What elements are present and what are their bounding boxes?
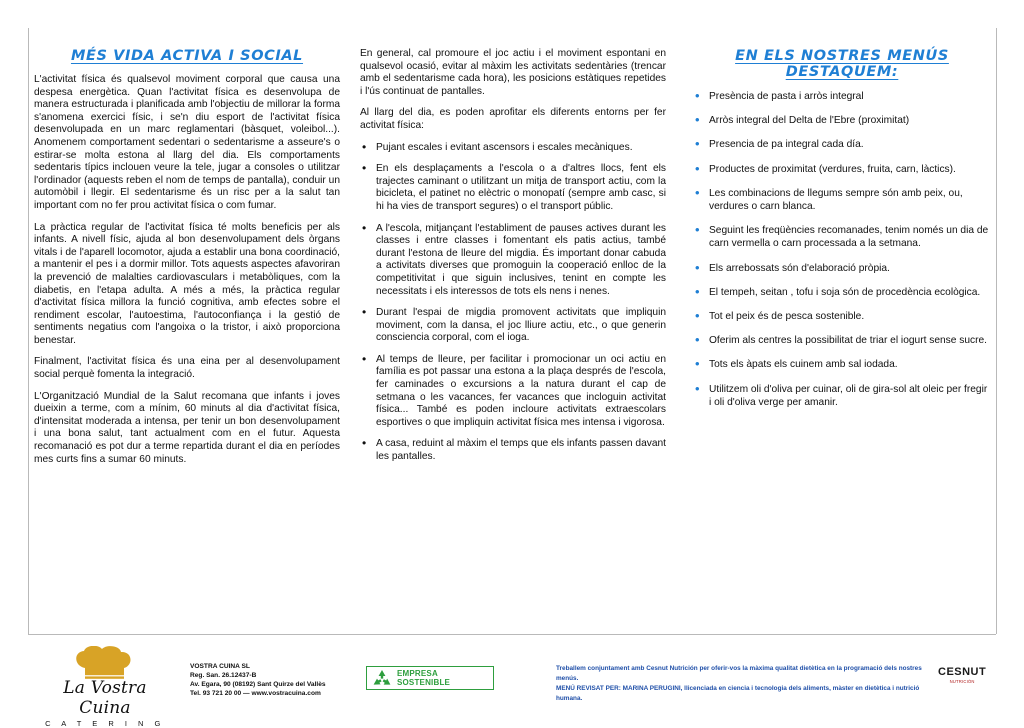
list-item: • Presencia de pa integral cada día.: [694, 138, 990, 151]
nutrition-note-line: Treballem conjuntament amb Cesnut Nutrición per oferir-vos la màxima qualitat dietètica en la programació dels nostres menús.: [556, 665, 922, 682]
address-line: VOSTRA CUINA SL: [190, 663, 250, 670]
address-line: Av. Egara, 90 (08192) Sant Quirze del Vallès: [190, 681, 326, 688]
logo-subtitle: C A T E R I N G: [45, 719, 165, 728]
right-column-heading: EN ELS NOSTRES MENÚS DESTAQUEM:: [735, 48, 949, 80]
list-item: • Productes de proximitat (verdures, fruita, carn, làctics).: [694, 163, 990, 176]
list-item: • Presència de pasta i arròs integral: [694, 90, 990, 103]
paragraph: Finalment, l'activitat física és una eina per al desenvolupament social perquè fomenta la integració.: [34, 356, 340, 381]
paragraph: En general, cal promoure el joc actiu i el moviment espontani en qualsevol ocasió, evitar al màxim les activitats sedentàries (trencar amb el sedentarisme cada hora), les posicions estàtiques repetides i l'ús continuat de pantalles.: [360, 48, 666, 97]
paragraph: L'activitat física és qualsevol moviment corporal que causa una despesa energètica. Quan l'activitat física es desenvolupa de manera estructurada i planificada amb l'objectiu de millorar la forma s'anomena exercici físic, i se'n diu esport de l'activitat física desenvolupada en un marc reglamentari (bàsquet, voleibol...). Anomenem comportament sedentari o sedentarisme a asseure's o estirar-se molta estona al llarg del dia. Els comportaments sedentaris típics inclouen veure la tele, jugar a consoles o utilitzar l'ordinador (aquests reben el nom de temps de pantalla), conduir un automòbil i llegir. El sedentarisme és un risc per a la salut tan important com no fer prou activitat física o com fumar.: [34, 74, 340, 211]
cesnut-logo-subtitle: NUTRICIÓN: [949, 679, 975, 684]
right-column: [694, 48, 990, 420]
logo-name: La Vostra Cuina: [63, 678, 147, 718]
footer: [0, 640, 1024, 728]
footer-divider: [28, 634, 996, 635]
list-item: • Oferim als centres la possibilitat de triar el iogurt sense sucre.: [694, 334, 990, 347]
left-column-heading: MÉS VIDA ACTIVA I SOCIAL: [70, 48, 304, 64]
list-item: • Els arrebossats són d'elaboració pròpia.: [694, 262, 990, 275]
list-item: • Tot el peix és de pesca sostenible.: [694, 310, 990, 323]
paragraph: La pràctica regular de l'activitat física té molts beneficis per als infants. A nivell físic, ajuda al bon desenvolupament dels òrgans vitals i de l'aparell locomotor, ajuda a establir una bona coordinació, a mantenir el pes i a dormir millor. Tots aquests aspectes afavoriran la prevenció de malalties cardiovasculars i metabòliques, com la diabetis, en l'etapa adulta. A més a més, la pràctica regular d'activitat física millora la funció cognitiva, amb efectes sobre el rendiment escolar, l'autoestima, l'autoconfiança i la gestió de sentiments negatius com l'angoixa o la tristor, i això proporciona benestar.: [34, 221, 340, 346]
menu-highlights-list: [694, 90, 990, 409]
eco-badge-label: EMPRESA SOSTENIBLE: [396, 669, 451, 687]
address-line: Reg. San. 26.12437-B: [190, 672, 257, 679]
list-item: • Utilitzem oli d'oliva per cuinar, oli de gira-sol alt oleic per fregir i oli d'oliva verge per amanir.: [694, 383, 990, 409]
list-item: • Arròs integral del Delta de l'Ebre (proximitat): [694, 114, 990, 127]
right-margin-rule: [996, 28, 997, 634]
list-item: • Pujant escales i evitant ascensors i escales mecàniques.: [360, 142, 666, 155]
paragraph: L'Organització Mundial de la Salut recomana que infants i joves dueixin a terme, com a mínim, 60 minuts al dia d'activitat física, d'intensitat moderada a intensa, per tenir un bon desenvolupament i una bona salut, tant actualment com en el futur. Aquesta recomanació es pot dur a terme repartida durant el dia en períodes mes curts fins a sumar 60 minuts.: [34, 390, 340, 465]
left-column: [34, 48, 340, 475]
list-item: • Al temps de lleure, per facilitar i promocionar un oci actiu en família es pot passar una estona a la plaça després de l'escola, fer caminades o excursions a la natura durant el cap de setmana o les vacances, fer vacances que incloguin activitat física... També es poden incloure activitats extraescolars esportives o que impliquin activitat física mes intensa i vigorosa.: [360, 354, 666, 430]
chef-hat-icon: [72, 646, 138, 680]
middle-column: [360, 48, 666, 473]
cesnut-logo-name: CESNUT: [938, 666, 987, 678]
list-item: • A l'escola, mitjançant l'establiment de pauses actives durant les classes i entre classes i fomentant els patis actius, també durant l'estona de lleure del migdia. És important donar cabuda a activitats diverses que promoguin la cooperació enlloc de la competitivitat i que siguin inclusives, tenint en compte les necessitats i els interessos de tots els nens i nenes.: [360, 223, 666, 299]
list-item: • Les combinacions de llegums sempre són amb peix, ou, verdures o carn blanca.: [694, 187, 990, 213]
list-item: • El tempeh, seitan , tofu i soja són de procedència ecològica.: [694, 286, 990, 299]
list-item: • Seguint les freqüències recomanades, tenim només un dia de carn vermella o carn processada a la setmana.: [694, 224, 990, 250]
activity-list: [360, 142, 666, 464]
recycle-icon: [367, 669, 397, 687]
sustainable-company-badge: [366, 666, 494, 690]
company-logo: [40, 646, 170, 728]
cesnut-logo: [938, 666, 986, 684]
left-margin-rule: [28, 28, 29, 634]
company-address: [190, 662, 326, 698]
list-item: • Tots els àpats els cuinem amb sal iodada.: [694, 358, 990, 371]
paragraph: Al llarg del dia, es poden aprofitar els diferents entorns per fer activitat física:: [360, 107, 666, 131]
list-item: • A casa, reduint al màxim el temps que els infants passen davant les pantalles.: [360, 438, 666, 463]
list-item: • Durant l'espai de migdia promovent activitats que impliquin moviment, com la dansa, el joc lliure actiu, etc., o que generin consciencia corporal, com el ioga.: [360, 307, 666, 345]
nutrition-note: [556, 664, 928, 704]
list-item: • En els desplaçaments a l'escola o a d'altres llocs, fent els trajectes caminant o utilitzant un mitja de transport actiu, com la bicicleta, el patinet no elèctric o monopatí (sempre amb casc, si hi ha vies de transport segures) o el transport públic.: [360, 163, 666, 213]
address-line: Tel. 93 721 20 00 — www.vostracuina.com: [190, 690, 321, 697]
nutrition-note-line: MENÚ REVISAT PER: MARINA PERUGINI, llicenciada en ciencia i tecnologia dels aliments, màster en dietètica i nutrició humana.: [556, 685, 920, 702]
